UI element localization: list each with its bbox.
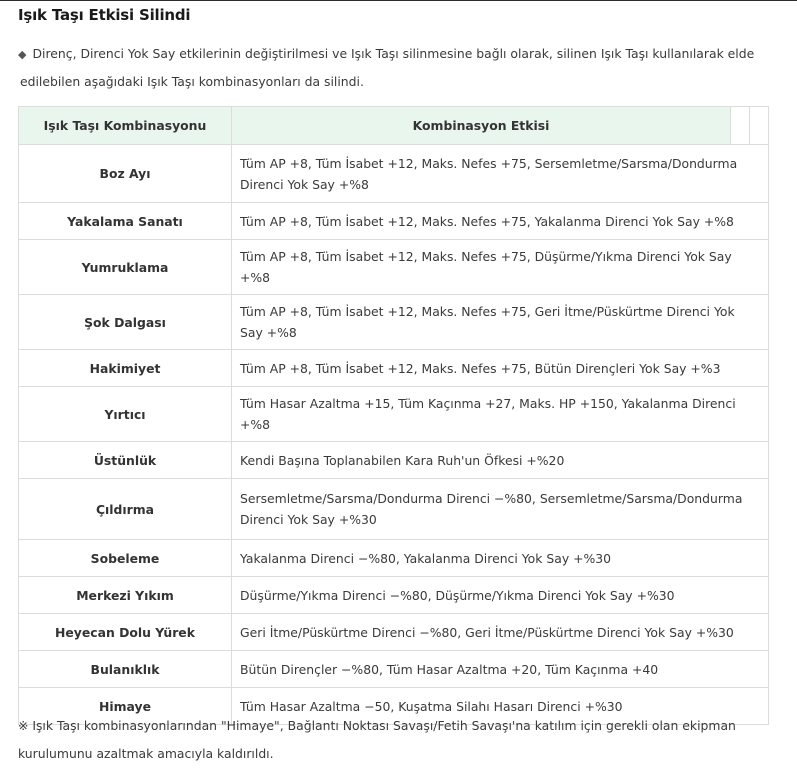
combination-name: Hakimiyet (19, 350, 232, 387)
table-row (19, 614, 769, 651)
combination-effect: Tüm AP +8, Tüm İsabet +12, Maks. Nefes +75, Bütün Dirençleri Yok Say +%3 (232, 350, 769, 387)
table-row (19, 577, 769, 614)
intro-line-1: Direnç, Direnci Yok Say etkilerinin değiştirilmesi ve Işık Taşı silinmesine bağlı olarak, silinen Işık Taşı kullanılarak elde (32, 46, 755, 61)
table-row (19, 540, 769, 577)
combination-effect: Tüm AP +8, Tüm İsabet +12, Maks. Nefes +75, Geri İtme/Püskürtme Direnci Yok Say +%8 (232, 295, 769, 350)
combination-name: Şok Dalgası (19, 295, 232, 350)
combination-name: Yırtıcı (19, 387, 232, 442)
table-row (19, 350, 769, 387)
combination-table (18, 106, 769, 725)
combination-name: Bulanıklık (19, 651, 232, 688)
table-row (19, 442, 769, 479)
combination-name: Heyecan Dolu Yürek (19, 614, 232, 651)
table-row (19, 295, 769, 350)
page-title: Işık Taşı Etkisi Silindi (18, 6, 191, 24)
combination-name: Yumruklama (19, 240, 232, 295)
footnote (18, 712, 778, 768)
footnote-line-2: kurulumunu azaltmak amacıyla kaldırıldı. (18, 746, 274, 761)
table-header-row (19, 107, 769, 145)
combination-effect: Tüm AP +8, Tüm İsabet +12, Maks. Nefes +75, Sersemletme/Sarsma/Dondurma Direnci Yok Say +%8 (232, 145, 769, 203)
combination-effect: Geri İtme/Püskürtme Direnci −%80, Geri İtme/Püskürtme Direnci Yok Say +%30 (232, 614, 769, 651)
table-row (19, 651, 769, 688)
header-spacer (731, 107, 750, 145)
header-combination: Işık Taşı Kombinasyonu (19, 107, 232, 145)
header-effect: Kombinasyon Etkisi (232, 107, 731, 145)
table-row (19, 387, 769, 442)
table-row (19, 240, 769, 295)
combination-effect: Tüm Hasar Azaltma −50, Kuşatma Silahı Hasarı Direnci +%30 (232, 688, 769, 725)
table-row (19, 203, 769, 240)
combination-name: Boz Ayı (19, 145, 232, 203)
combination-name: Merkezi Yıkım (19, 577, 232, 614)
table-row (19, 145, 769, 203)
combination-name: Himaye (19, 688, 232, 725)
diamond-bullet-icon: ◆ (18, 48, 27, 61)
combination-effect: Tüm AP +8, Tüm İsabet +12, Maks. Nefes +75, Düşürme/Yıkma Direnci Yok Say +%8 (232, 240, 769, 295)
combination-name: Üstünlük (19, 442, 232, 479)
combination-name: Yakalama Sanatı (19, 203, 232, 240)
combination-name: Sobeleme (19, 540, 232, 577)
combination-effect: Bütün Dirençler −%80, Tüm Hasar Azaltma +20, Tüm Kaçınma +40 (232, 651, 769, 688)
combination-effect: Tüm AP +8, Tüm İsabet +12, Maks. Nefes +75, Yakalanma Direnci Yok Say +%8 (232, 203, 769, 240)
combination-effect: Yakalanma Direnci −%80, Yakalanma Direnci Yok Say +%30 (232, 540, 769, 577)
intro-paragraph (18, 40, 778, 95)
combination-effect: Kendi Başına Toplanabilen Kara Ruh'un Öfkesi +%20 (232, 442, 769, 479)
combination-effect: Tüm Hasar Azaltma +15, Tüm Kaçınma +27, Maks. HP +150, Yakalanma Direnci +%8 (232, 387, 769, 442)
intro-line-2: edilebilen aşağıdaki Işık Taşı kombinasyonları da silindi. (20, 74, 364, 89)
table-row (19, 479, 769, 540)
footnote-line-1: ※ Işık Taşı kombinasyonlarından "Himaye", Bağlantı Noktası Savaşı/Fetih Savaşı'na katılım için gerekli olan ekipman (18, 718, 736, 733)
top-divider (0, 0, 797, 3)
combination-effect: Sersemletme/Sarsma/Dondurma Direnci −%80, Sersemletme/Sarsma/Dondurma Direnci Yok Say +%30 (232, 479, 769, 540)
combination-effect: Düşürme/Yıkma Direnci −%80, Düşürme/Yıkma Direnci Yok Say +%30 (232, 577, 769, 614)
combination-name: Çıldırma (19, 479, 232, 540)
header-spacer (750, 107, 769, 145)
